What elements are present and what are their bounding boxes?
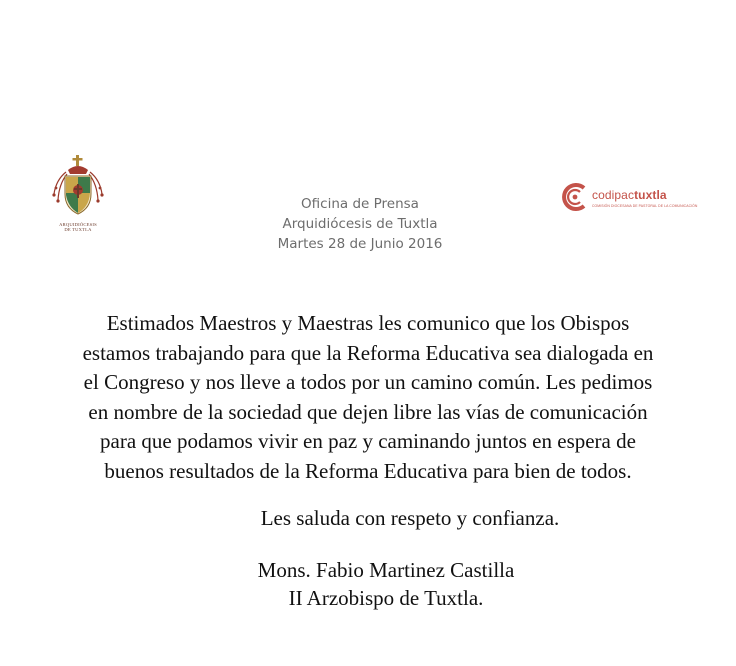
message-body <box>20 309 716 486</box>
message-line: estamos trabajando para que la Reforma Educativa sea dialogada en <box>82 340 654 365</box>
message-line: en nombre de la sociedad que dejen libre las vías de comunicación <box>88 399 648 424</box>
signatory-name: Mons. Fabio Martinez Castilla <box>257 558 515 582</box>
press-office-line2: Arquidiócesis de Tuxtla <box>282 216 438 232</box>
crest-caption <box>46 222 110 232</box>
archdiocese-crest-logo <box>46 154 110 234</box>
closing-greeting: Les saluda con respeto y confianza. <box>260 506 560 530</box>
codipac-wordmark <box>592 188 667 202</box>
crest-caption-line1: ARQUIDIÓCESIS <box>59 222 97 227</box>
codipac-word-part1: codipac <box>592 188 635 202</box>
crest-caption-line2: DE TUXTLA <box>64 227 92 233</box>
press-office-line1: Oficina de Prensa <box>301 196 419 212</box>
message-line: Estimados Maestros y Maestras les comunico que los Obispos <box>106 311 630 335</box>
signatory-title: II Arzobispo de Tuxtla. <box>288 586 484 610</box>
codipac-c-icon <box>560 180 590 214</box>
press-office-header <box>220 194 500 254</box>
signature-block <box>186 556 586 612</box>
codipac-subtitle: COMISIÓN DIOCESANA DE PASTORAL DE LA COMUNICACIÓN <box>592 204 698 208</box>
message-line: buenos resultados de la Reforma Educativa para bien de todos. <box>104 458 632 483</box>
press-office-date: Martes 28 de Junio 2016 <box>277 236 443 252</box>
message-line: el Congreso y nos lleve a todos por un camino común. Les pedimos <box>83 370 653 394</box>
message-line: para que podamos vivir en paz y caminando juntos en espera de <box>100 429 636 453</box>
codipac-word-part2: tuxtla <box>634 188 667 202</box>
codipac-logo <box>560 180 698 216</box>
archdiocese-crest-icon <box>46 154 110 220</box>
